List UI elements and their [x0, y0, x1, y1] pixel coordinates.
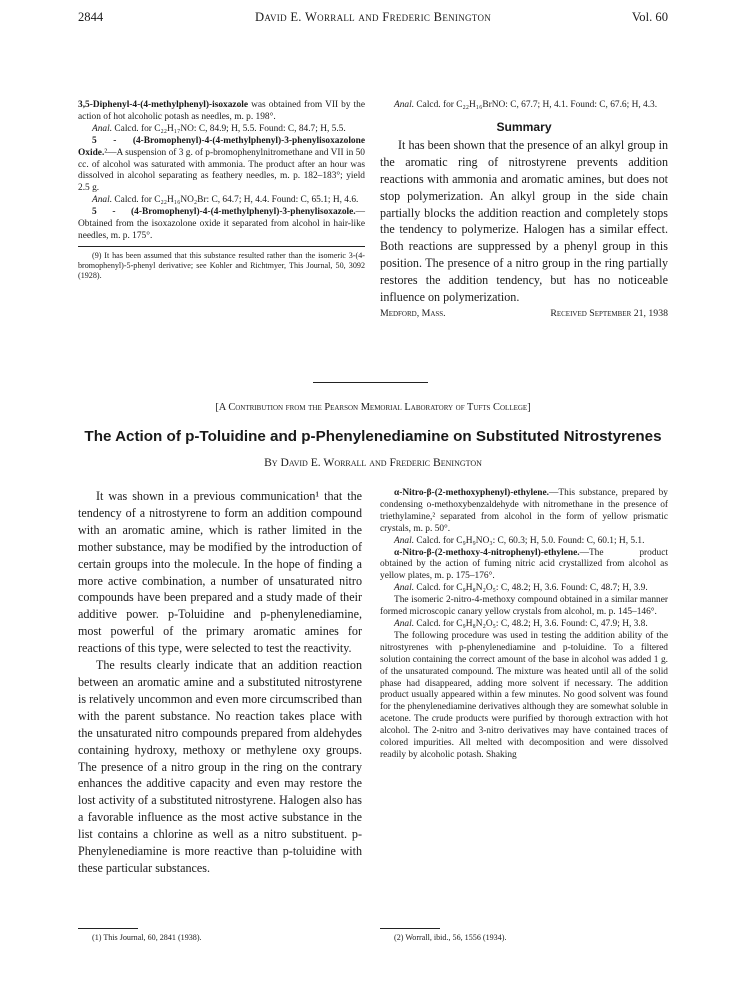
intro-paragraph: It was shown in a previous communication¹ that the tendency of a nitrostyrene to form an addition compound with an aromatic amine, which is rather limited in the mother substance, may be modified by the introduction of certain groups into the molecule. In the hope of finding a more active combination, a number of unsaturated nitro compounds have been prepared and a study made of their additive power. p-Toluidine and p-phenylenediamine, most powerful of the primary aromatic amines for reactions of this type, were selected to test the reactivity. [78, 489, 362, 656]
section-divider [313, 382, 428, 383]
procedure-paragraph: The following procedure was used in testing the addition ability of the nitrostyrenes with p-phenylenediamine and p-toluidine. To a filtered solution containing the correct amount of the base in alcohol was added 1 g. of the unsaturated compound. The mixture was heated until all of the solid phase had disappeared, adding more solvent if necessary. The addition product usually appeared within a few minutes. No good solvent was found for the phenylenediamine derivatives although they are somewhat soluble in acetone. The crude products were purified by thorough extraction with hot alcohol. The 2-nitro and 3-nitro derivatives may have contained traces of colored impurities. All melted with decomposition and were dissolved readily by alcoholic potash. Shaking [380, 630, 668, 760]
methoxyphenyl-analysis: Anal. Calcd. for C₉H₉NO₃: C, 60.3; H, 5.0. Found: C, 60.1; H, 5.1. [394, 535, 645, 546]
bromophenyl-analysis: Anal. Calcd. for C₂₂H₁₆BrNO: C, 67.7; H, 4.1. Found: C, 67.6; H, 4.3. [394, 100, 658, 110]
footnote-rule [78, 246, 365, 247]
bottom-left-column [78, 488, 362, 877]
footnote-rule [380, 928, 440, 929]
running-title: David E. Worrall and Frederic Benington [254, 10, 492, 24]
isomer-analysis: Anal. Calcd. for C₉H₈N₂O₅: C, 48.2; H, 3.6. Found: C, 47.9; H, 3.8. [394, 618, 648, 629]
isoxazole-analysis: Anal. Calcd. for C₂₂H₁₇NO: C, 84.9; H, 5.5. Found: C, 84.7; H, 5.5. [92, 123, 346, 134]
byline: By David E. Worrall and Frederic Benington [264, 456, 482, 469]
institution-line: [A Contribution from the Pearson Memorial Laboratory of Tufts College] [215, 402, 531, 413]
place: Medford, Mass. [380, 307, 446, 319]
article-title: The Action of p-Toluidine and p-Phenylenediamine on Substituted Nitrostyrenes [84, 428, 662, 445]
nitrophenyl-paragraph: α-Nitro-β-(2-methoxy-4-nitrophenyl)-ethylene.—The product obtained by the action of fuming nitric acid crystallized from alcohol as yellow plates, m. p. 175–176°. [380, 547, 668, 582]
footnote-9: (9) It has been assumed that this substance resulted rather than the isomeric 3-(4-bromophenyl)-5-phenyl derivative; see Kohler and Richtmyer, This Journal, 50, 3092 (1928). [78, 250, 365, 281]
bromophenyl-isoxazole-paragraph: 5 - (4-Bromophenyl)-4-(4-methylphenyl)-3-phenylisoxazole.—Obtained from the isoxazolone oxide it separated from alcohol in hair-like needles, m. p. 175°. [78, 207, 365, 241]
volume-number: Vol. 60 [631, 10, 668, 24]
summary-heading: Summary [496, 119, 552, 134]
received-date: Received September 21, 1938 [550, 307, 668, 319]
bottom-right-column [380, 488, 668, 762]
top-right-column [380, 100, 668, 319]
page-number: 2844 [78, 10, 104, 24]
received-line [380, 308, 668, 319]
isomer-paragraph: The isomeric 2-nitro-4-methoxy compound obtained in a similar manner formed microscopic canary yellow crystals from alcohol, m. p. 145–146°. [380, 595, 668, 618]
page-header [78, 10, 668, 26]
results-paragraph: The results clearly indicate that an addition reaction between an aromatic amine and a substituted nitrostyrene is relatively uncommon and even more circumscribed than with the parent substance. No reaction takes place with the unsaturated nitro compounds prepared from aldehydes containing hydroxy, methoxy or methylene oxy groups. The presence of a nitro group in the ring on the contrary enhances the additive capacity and even may restore the lost activity of a substituted nitrostyrene. Halogen also has a favorable influence as the most active substance in the list contains a chlorine as well as a nitro substituent. p-Phenylenediamine is more reactive than p-toluidine with these particular substances. [78, 658, 362, 875]
footnote-2: (2) Worrall, ibid., 56, 1556 (1934). [394, 933, 507, 942]
footnote-1: (1) This Journal, 60, 2841 (1938). [92, 933, 202, 942]
top-left-column [78, 100, 365, 282]
methoxyphenyl-paragraph: α-Nitro-β-(2-methoxyphenyl)-ethylene.—This substance, prepared by condensing o-methoxybenzaldehyde with nitromethane in the presence of triethylamine,² separated from alcohol in the form of yellow prismatic crystals, m. p. 50°. [380, 488, 668, 534]
footnote-rule [78, 928, 138, 929]
summary-text: It has been shown that the presence of an alkyl group in the aromatic ring of nitrostyrene prevents addition reactions with ammonia and aromatic amines, but does not stop polymerization. An alkyl group in the side chain partially blocks the addition reaction and completely stops the tendency to polymerize. Halogen has a similar effect. Both reactions are suppressed by a phenyl group in this position. The presence of a nitro group in the ring partially restores the addition tendency, but has no noticeable influence on polymerization. [380, 137, 668, 305]
footnote-1-block [78, 928, 362, 942]
isoxazole-paragraph: 3,5-Diphenyl-4-(4-methylphenyl)-isoxazole was obtained from VII by the action of hot alcoholic potash as needles, m. p. 198°. [78, 100, 365, 122]
nitrophenyl-analysis: Anal. Calcd. for C₉H₈N₂O₅: C, 48.2; H, 3.6. Found: C, 48.7; H, 3.9. [394, 583, 648, 594]
isoxazolone-oxide-analysis: Anal. Calcd. for C₂₂H₁₆NO₂Br: C, 64.7; H, 4.4. Found: C, 65.1; H, 4.6. [92, 195, 359, 206]
isoxazolone-oxide-paragraph: 5 - (4-Bromophenyl)-4-(4-methylphenyl)-3-phenylisoxazolone Oxide.²—A suspension of 3 g. of p-bromophenylnitromethane and VII in 50 cc. of alcohol was saturated with ammonia. The product after an hour was dissolved in alcohol separating as feathery needles, m. p. 182–183°; yield 2.5 g. [78, 135, 365, 194]
footnote-2-block [380, 928, 668, 942]
